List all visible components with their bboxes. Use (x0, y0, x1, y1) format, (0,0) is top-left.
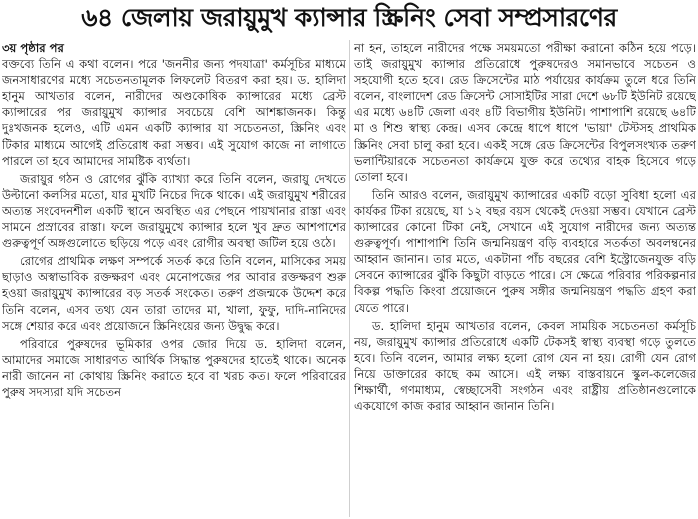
paragraph: বক্তব্যে তিনি এ কথা বলেন। পরে 'জননীর জন্য পদযাত্রা' কর্মসূচির মাধ্যমে জনসাধারণের মধ্যে সচেতনতামূলক লিফলেট বিতরণ করা হয়। ড. হালিদা হানুম আখতার বলেন, নারীদের অণ্ডকোষিক ক্যান্সারের মধ্যে ব্রেস্ট ক্যান্সারের পর জরায়ুমুখ ক্যান্সার সবচেয়ে বেশি আশঙ্কাজনক। কিন্তু দুঃখজনক হলেও, এটি এমন একটি ক্যান্সার যা সচেতনতা, স্ক্রিনিং এবং টিকার মাধ্যমে আগেই প্রতিরোধ করা সম্ভব। এই সুযোগ কাজে না লাগাতে পারলে তা হবে আমাদের সামষ্টিক ব্যর্থতা। (2, 57, 346, 168)
article-body (2, 40, 696, 517)
headline: ৬৪ জেলায় জরায়ুমুখ ক্যান্সার স্ক্রিনিং সেবা সম্প্রসারণের (81, 3, 617, 32)
left-column (2, 40, 346, 517)
paragraph: না হন, তাহলে নারীদের পক্ষে সময়মতো পরীক্ষা করানো কঠিন হয়ে পড়ে। তাই জরায়ুমুখ ক্যান্সার প্রতিরোধে পুরুষদেরও সমানভাবে সচেতন ও সহযোগী হতে হবে। রেড ক্রিসেন্টের মাঠ পর্যায়ের কার্যক্রম তুলে ধরে তিনি বলেন, বাংলাদেশ রেড ক্রিসেন্ট সোসাইটির সারা দেশে ৬৮টি ইউনিট রয়েছে এর মধ্যে ৬৪টি জেলা এবং ৪টি বিভাগীয় ইউনিট। পাশাপাশি রয়েছে ৬৪টি মা ও শিশু স্বাস্থ্য কেন্দ্র। এসব কেন্দ্রে ধাপে ধাপে 'ভায়া' টেস্টসহ প্রাথমিক স্ক্রিনিং সেবা চালু করা হবে। একই সঙ্গে রেড ক্রিসেন্টের বিপুলসংখ্যক তরুণ ভলান্টিয়ারকে সচেতনতা কার্যক্রমে যুক্ত করে তথ্যের বাহক হিসেবে গড়ে তোলা হবে। (354, 41, 696, 184)
paragraph: জরায়ুর গঠন ও রোগের ঝুঁকি ব্যাখ্যা করে তিনি বলেন, জরায়ু দেখতে উল্টানো কলসির মতো, যার মুখটি নিচের দিকে থাকে। এই জরায়ুমুখ শরীরের অত্যন্ত সংবেদনশীল একটি স্থানে অবস্থিত এর পেছনে পায়খানার রাস্তা এবং সামনে প্রস্রাবের রাস্তা। ফলে জরায়ুমুখে ক্যান্সার হলে খুব দ্রুত আশপাশের গুরুত্বপূর্ণ অঙ্গগুলোতে ছড়িয়ে পড়ে এবং রোগীর অবস্থা জটিল হয়ে ওঠে। (2, 171, 346, 251)
paragraph: পরিবারে পুরুষদের ভূমিকার ওপর জোর দিয়ে ড. হালিদা বলেন, আমাদের সমাজে সাধারণত আর্থিক সিদ্ধান্ত পুরুষদের হাতেই থাকে। অনেক নারী জানেন না কোথায় স্ক্রিনিং করাতে হবে বা খরচ কত। ফলে পরিবারের পুরুষ সদস্যরা যদি সচেতন (2, 336, 346, 399)
continuation-label: ৩য় পৃষ্ঠার পর (2, 41, 64, 55)
paragraph: তিনি আরও বলেন, জরায়ুমুখ ক্যান্সারের একটি বড়ো সুবিধা হলো এর কার্যকর টিকা রয়েছে, যা ১২ বছর বয়স থেকেই দেওয়া সম্ভব। যেখানে ব্রেস্ট ক্যান্সারের কোনো টিকা নেই, সেখানে এই সুযোগ নারীদের জন্য অত্যন্ত গুরুত্বপূর্ণ। পাশাপাশি তিনি জন্মনিয়ন্ত্রণ বড়ি ব্যবহারে সতর্কতা অবলম্বনের আহ্বান জানান। তার মতে, একটানা পাঁচ বছরের বেশি ইস্ট্রোজেনযুক্ত বড়ি সেবনে ক্যান্সারের ঝুঁকি কিছুটা বাড়তে পারে। সে ক্ষেত্রে পরিবার পরিকল্পনার বিকল্প পদ্ধতি কিংবা প্রয়োজনে পুরুষ সঙ্গীর জন্মনিয়ন্ত্রণ পদ্ধতি গ্রহণ করা যেতে পারে। (354, 187, 696, 315)
paragraph: ড. হালিদা হানুম আখতার বলেন, কেবল সাময়িক সচেতনতা কর্মসূচি নয়, জরায়ুমুখ ক্যান্সার প্রতিরোধে একটি টেকসই স্বাস্থ্য ব্যবস্থা গড়ে তুলতে হবে। তিনি বলেন, আমার লক্ষ্য হলো রোগ যেন না হয়। রোগী যেন রোগ নিয়ে ডাক্তারের কাছে কম আসে। এই লক্ষ্য বাস্তবায়নে স্কুল-কলেজের শিক্ষার্থী, গণমাধ্যম, স্বেচ্ছাসেবী সংগঠন এবং রাষ্ট্রীয় প্রতিষ্ঠানগুলোকে একযোগে কাজ করার আহ্বান জানান তিনি। (354, 318, 696, 414)
right-column (354, 40, 696, 517)
column-divider (349, 40, 350, 517)
paragraph: রোগের প্রাথমিক লক্ষণ সম্পর্কে সতর্ক করে তিনি বলেন, মাসিকের সময় ছাড়াও অস্বাভাবিক রক্তক্ষরণ এবং মেনোপজের পর আবার রক্তক্ষরণ শুরু হওয়া জরায়ুমুখ ক্যান্সারের বড় সতর্ক সংকেত। তরুণ প্রজন্মকে উদ্দেশ করে তিনি বলেন, এসব তথ্য যেন তারা তাদের মা, খালা, ফুফু, দাদি-নানিদের সঙ্গে শেয়ার করে এবং প্রয়োজনে স্ক্রিনিংয়ের জন্য উদ্বুদ্ধ করে। (2, 254, 346, 333)
